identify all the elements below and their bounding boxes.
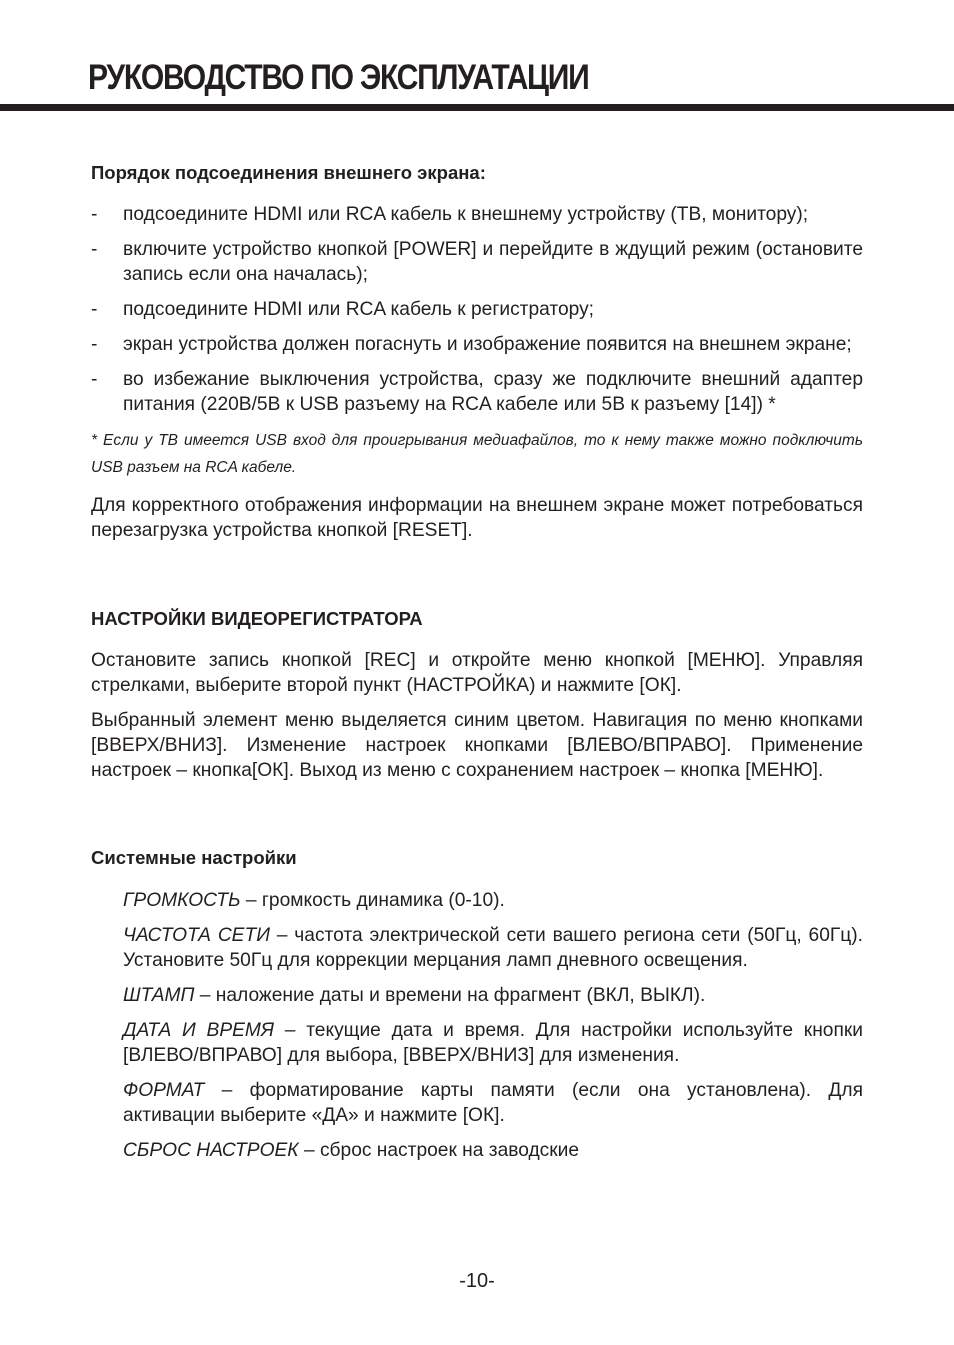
system-settings-list	[91, 888, 863, 1163]
setting-item	[123, 1138, 863, 1163]
footnote: * Если у ТВ имеется USB вход для проигрывания медиафайлов, то к нему также можно подключить USB разъем на RCA кабеле.	[91, 432, 863, 476]
page-header-title: РУКОВОДСТВО ПО ЭКСПЛУАТАЦИИ	[88, 58, 589, 97]
list-item	[91, 202, 863, 227]
header-divider	[0, 104, 954, 111]
setting-item	[123, 1078, 863, 1128]
list-item	[91, 367, 863, 417]
list-item	[91, 332, 863, 357]
setting-desc: – текущие дата и время. Для настройки используйте кнопки [ВЛЕВО/ВПРАВО] для выбора, [ВВЕРХ/ВНИЗ] для изменения.	[123, 1020, 863, 1066]
setting-desc: – наложение даты и времени на фрагмент (ВКЛ, ВЫКЛ).	[194, 985, 706, 1006]
bullet-dash: -	[91, 369, 98, 390]
settings-intro: Остановите запись кнопкой [REC] и откройте меню кнопкой [МЕНЮ]. Управляя стрелками, выберите второй пункт (НАСТРОЙКА) и нажмите [ОК].	[91, 650, 863, 696]
bullet-dash: -	[91, 204, 98, 225]
page-number: -10-	[459, 1270, 495, 1292]
step-text: включите устройство кнопкой [POWER] и перейдите в ждущий режим (остановите запись если она началась);	[123, 239, 863, 285]
setting-item	[123, 888, 863, 913]
list-item	[91, 297, 863, 322]
settings-heading: НАСТРОЙКИ ВИДЕОРЕГИСТРАТОРА	[91, 608, 423, 629]
page-content	[91, 160, 863, 1173]
step-text: подсоедините HDMI или RCA кабель к регистратору;	[123, 299, 595, 320]
setting-term: ШТАМП	[123, 985, 195, 1006]
bullet-dash: -	[91, 239, 98, 260]
connection-steps-list	[91, 202, 863, 417]
system-settings-heading: Системные настройки	[91, 847, 297, 868]
setting-desc: – сброс настроек на заводские	[298, 1140, 580, 1161]
setting-item	[123, 923, 863, 973]
step-text: подсоедините HDMI или RCA кабель к внешнему устройству (ТВ, монитору);	[123, 204, 809, 225]
setting-term: ГРОМКОСТЬ	[123, 890, 241, 911]
step-text: экран устройства должен погаснуть и изображение появится на внешнем экране;	[123, 334, 852, 355]
reset-note: Для корректного отображения информации на внешнем экране может потребоваться перезагрузка устройства кнопкой [RESET].	[91, 495, 863, 541]
settings-navigation: Выбранный элемент меню выделяется синим цветом. Навигация по меню кнопками [ВВЕРХ/ВНИЗ]. Изменение настроек кнопками [ВЛЕВО/ВПРАВО]. Применение настроек – кнопка[ОК]. Выход из меню с сохранением настроек – кнопка [МЕНЮ].	[91, 710, 863, 781]
setting-term: СБРОС НАСТРОЕК	[123, 1140, 299, 1161]
setting-item	[123, 1018, 863, 1068]
bullet-dash: -	[91, 334, 98, 355]
setting-term: ЧАСТОТА СЕТИ	[123, 925, 270, 946]
bullet-dash: -	[91, 299, 98, 320]
setting-term: ДАТА И ВРЕМЯ	[123, 1020, 274, 1041]
setting-desc: – частота электрической сети вашего региона сети (50Гц, 60Гц). Установите 50Гц для коррекции мерцания ламп дневного освещения.	[123, 925, 863, 971]
setting-term: ФОРМАТ	[123, 1080, 205, 1101]
list-item	[91, 237, 863, 287]
setting-desc: – форматирование карты памяти (если она установлена). Для активации выберите «ДА» и нажмите [ОК].	[123, 1080, 863, 1126]
step-text: во избежание выключения устройства, сразу же подключите внешний адаптер питания (220В/5В к USB разъему на RCA кабеле или 5В к разъему [14]) *	[123, 369, 863, 415]
connection-heading: Порядок подсоединения внешнего экрана:	[91, 162, 486, 183]
setting-item	[123, 983, 863, 1008]
setting-desc: – громкость динамика (0-10).	[240, 890, 505, 911]
